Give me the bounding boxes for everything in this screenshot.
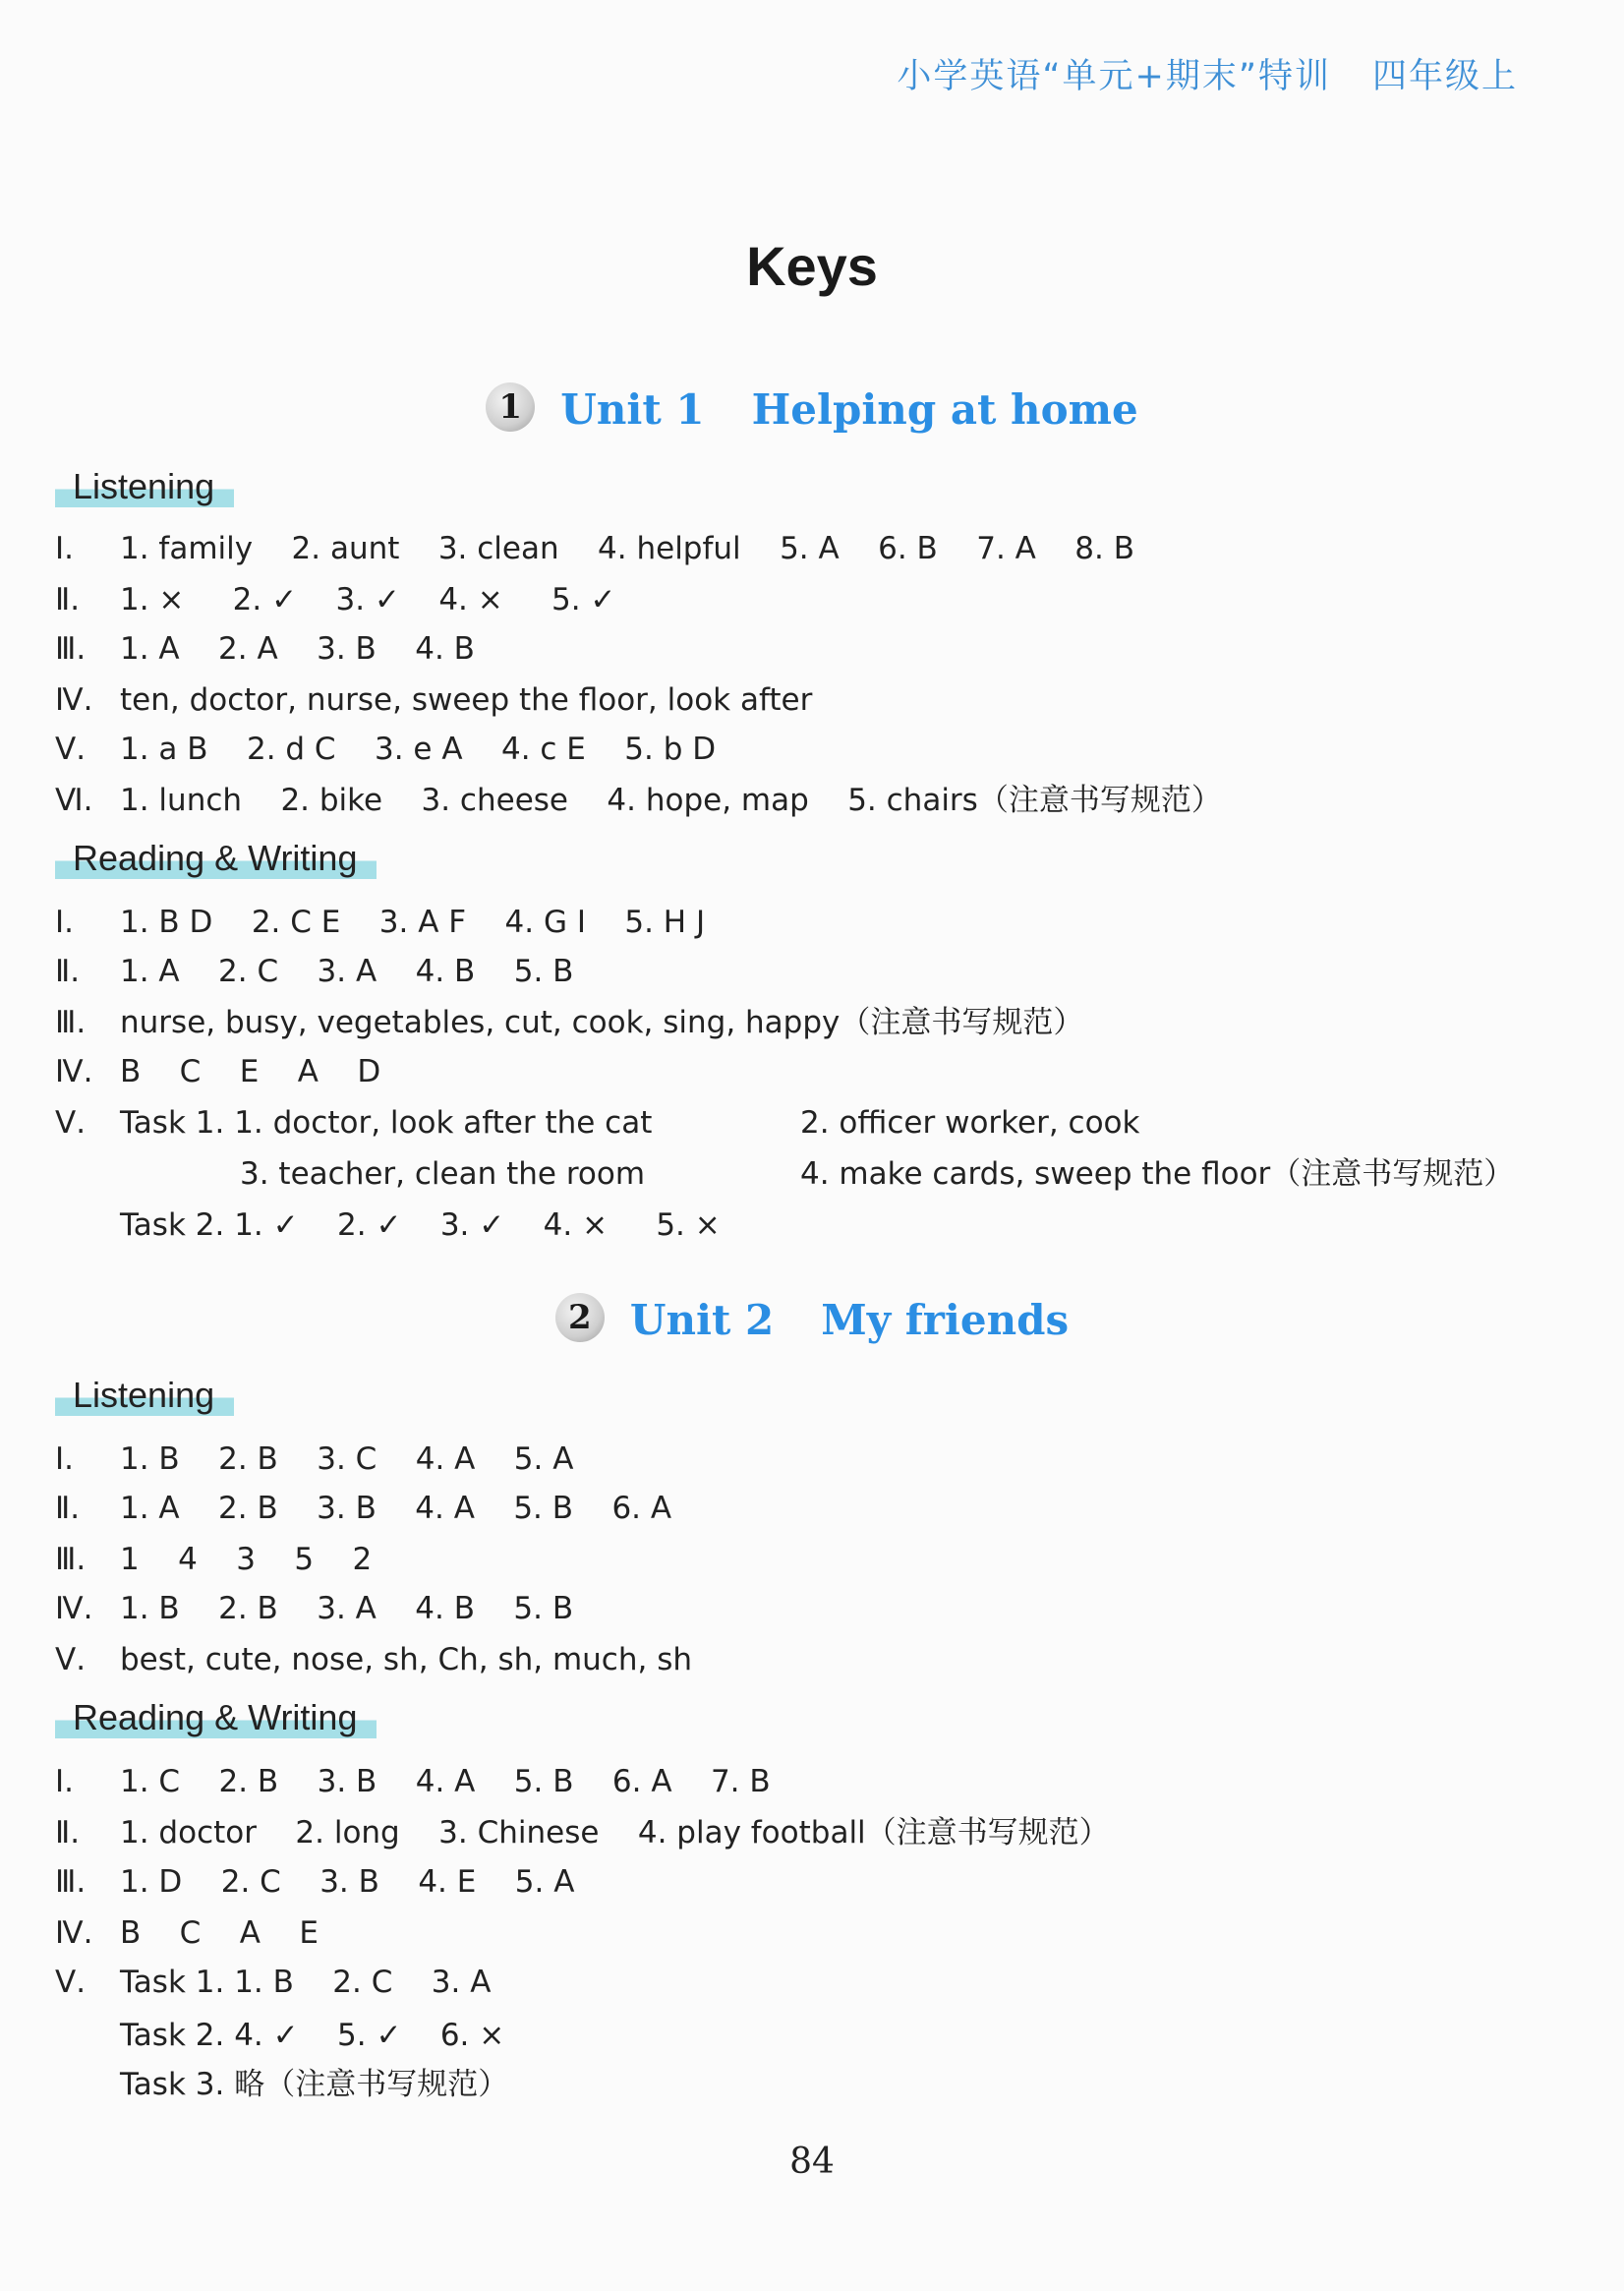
page-number: 84 [789,2142,835,2182]
item-numeral: Ⅰ. [55,905,74,940]
answer-row [55,1913,1585,1953]
item-numeral: Ⅳ. [55,1054,93,1089]
answer-text: 1. B 2. B 3. A 4. B 5. B [120,1591,574,1626]
section-label-listening: Listening [55,466,234,507]
answer-row [55,2065,1585,2104]
answer-text: 1. B D 2. C E 3. A F 4. G I 5. H J [120,905,706,940]
section-label-reading-writing: Reading & Writing [55,838,377,879]
answer-text: 1. C 2. B 3. B 4. A 5. B 6. A 7. B [120,1764,771,1799]
item-numeral: Ⅳ. [55,1915,93,1951]
item-numeral: Ⅲ. [55,1542,87,1577]
item-numeral: Ⅳ. [55,1591,93,1626]
unit-name: Unit 2 [629,1296,775,1344]
item-numeral: Ⅲ. [55,1005,87,1040]
answer-text: 1. lunch 2. bike 3. cheese 4. hope, map 5. chairs（注意书写规范） [120,783,1222,818]
answer-text: 1. A 2. A 3. B 4. B [120,631,475,667]
unit-number-badge: 1 [486,382,535,432]
item-numeral: Ⅴ. [55,1965,87,2000]
item-numeral: Ⅴ. [55,732,87,767]
answer-text: nurse, busy, vegetables, cut, cook, sing, happy（注意书写规范） [120,1005,1084,1040]
unit-2-heading [0,1296,1624,1348]
item-numeral: Ⅴ. [55,1642,87,1677]
item-numeral: Ⅰ. [55,1764,74,1799]
unit-number-badge: 2 [555,1293,605,1342]
answer-text: 3. teacher, clean the room [240,1156,646,1192]
running-header [897,49,1518,98]
answer-text: Task 2. 4. ✓ 5. ✓ 6. × [120,2018,505,2053]
answer-text: B C A E [120,1915,319,1951]
answer-row [55,1205,1585,1245]
item-numeral: Ⅵ. [55,783,93,818]
answer-text: 1. a B 2. d C 3. e A 4. c E 5. b D [120,732,717,767]
item-numeral: Ⅱ. [55,954,81,989]
answer-text: ten, doctor, nurse, sweep the floor, look after [120,682,813,718]
answer-text: Task 1. 1. B 2. C 3. A [120,1965,492,2000]
section-label-reading-writing: Reading & Writing [55,1697,377,1738]
answer-row [55,1589,1585,1628]
answer-text: 1. A 2. B 3. B 4. A 5. B 6. A [120,1491,672,1526]
answer-text: 1. D 2. C 3. B 4. E 5. A [120,1864,575,1900]
answer-text: 1. A 2. C 3. A 4. B 5. B [120,954,574,989]
answer-text: best, cute, nose, sh, Ch, sh, much, sh [120,1642,692,1677]
answer-text: 1. × 2. ✓ 3. ✓ 4. × 5. ✓ [120,582,616,617]
answer-row [55,781,1585,820]
grade-label: 四年级上 [1371,57,1518,96]
unit-topic: My friends [821,1296,1070,1344]
item-numeral: Ⅴ. [55,1105,87,1141]
answer-row [55,580,1585,619]
unit-name: Unit 1 [560,385,705,434]
item-numeral: Ⅲ. [55,1864,87,1900]
item-numeral: Ⅲ. [55,631,87,667]
answer-row [55,1154,1585,1194]
answer-row [55,1640,1585,1679]
answer-row [55,730,1585,769]
item-numeral: Ⅰ. [55,531,74,566]
unit-1-heading [0,385,1624,438]
answer-text: 4. make cards, sweep the floor（注意书写规范） [800,1156,1515,1192]
answer-row [55,1489,1585,1528]
answer-row [55,952,1585,991]
item-numeral: Ⅱ. [55,1815,81,1850]
answer-text: 1. doctor, look after the cat [234,1105,653,1141]
answer-row [55,1762,1585,1801]
answer-text: 1. doctor 2. long 3. Chinese 4. play football（注意书写规范） [120,1815,1110,1850]
answer-text: 1. B 2. B 3. C 4. A 5. A [120,1441,574,1477]
answer-text: Task 3. 略（注意书写规范） [120,2067,509,2102]
answer-text: Task 2. 1. ✓ 2. ✓ 3. ✓ 4. × 5. × [120,1207,721,1243]
item-numeral: Ⅰ. [55,1441,74,1477]
answer-row [55,1813,1585,1852]
answer-text: 1 4 3 5 2 [120,1542,373,1577]
answer-row [55,1103,1585,1143]
section-label-listening: Listening [55,1375,234,1416]
answer-row [55,1540,1585,1579]
answer-row [55,1862,1585,1902]
answer-row [55,2016,1585,2055]
answer-row [55,903,1585,942]
answer-row [55,629,1585,669]
item-numeral: Ⅳ. [55,682,93,718]
answer-row [55,1003,1585,1042]
answer-row [55,1963,1585,2002]
item-numeral: Ⅱ. [55,582,81,617]
answer-row [55,680,1585,720]
answer-row [55,1052,1585,1091]
answer-row [55,529,1585,568]
answer-text: 1. family 2. aunt 3. clean 4. helpful 5. A 6. B 7. A 8. B [120,531,1134,566]
answer-row [55,1439,1585,1479]
unit-topic: Helping at home [751,385,1138,434]
series-title: 小学英语“单元+期末”特训 [897,57,1331,96]
answer-text: B C E A D [120,1054,381,1089]
answer-text: 2. officer worker, cook [800,1105,1140,1141]
page-title: Keys [746,235,878,297]
task-prefix: Task 1. [120,1105,235,1141]
item-numeral: Ⅱ. [55,1491,81,1526]
